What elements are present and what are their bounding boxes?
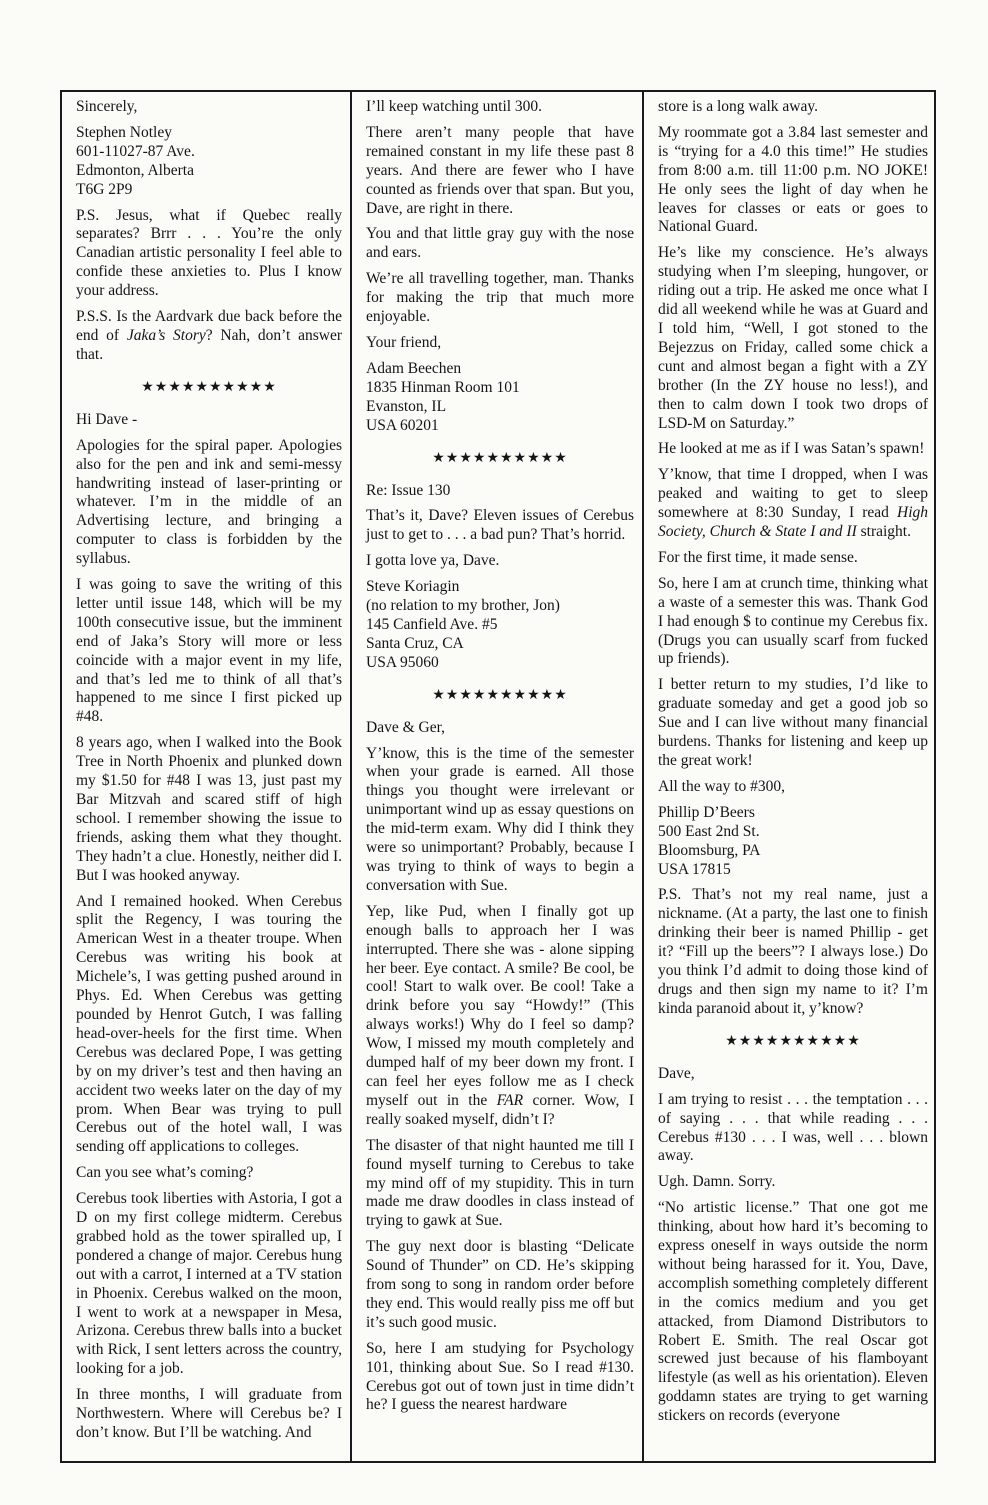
- address-block: [76, 124, 342, 200]
- paragraph: [658, 466, 928, 542]
- paragraph: He looked at me as if I was Satan’s spawn!: [658, 440, 925, 458]
- paragraph: There aren’t many people that have remained constant in my life these past 8 years. And there are fewer who I have counted as friends over that span. But you, Dave, are right in there.: [366, 123, 634, 217]
- text-run: straight.: [856, 523, 911, 541]
- paragraph: My roommate got a 3.84 last semester and is “trying for a 4.0 this time!” He studies from 8:00 a.m. till 11:00 p.m. NO JOKE! He only sees the light of day when he leaves for classes or eats or goes to National Guard.: [658, 123, 928, 236]
- text-run: corner. Wow, I really soaked myself, didn’t I?: [366, 1091, 634, 1128]
- star-divider: ★★★★★★★★★★: [432, 450, 568, 466]
- address-line: USA 95060: [366, 653, 439, 671]
- italic-title: Jaka’s Story: [126, 326, 206, 344]
- address-line: 601-11027-87 Ave.: [76, 142, 195, 160]
- paragraph: “No artistic license.” That one got me thinking, about how hard it’s becoming to express oneself in ways outside the norm without being harassed for it. You, Dave, accomplish something completely different in the comics medium and you get attacked, from Diamond Distributors to Robert E. Smith. The real Oscar got screwed just because of his flamboyant lifestyle (as well as his orientation). Eleven goddamn states are trying to get warning stickers on records (everyone: [658, 1199, 928, 1425]
- paragraph: Y’know, this is the time of the semester when your grade is earned. All those things you thought were irrelevant or unimportant wind up as essay questions on the mid-term exam. Why did I think they were so unimportant? Probably, because I was trying to think of ways to begin a conversation with Sue.: [366, 744, 634, 894]
- address-line: USA 60201: [366, 416, 439, 434]
- address-line: Phillip D’Beers: [658, 803, 755, 821]
- paragraph: That’s it, Dave? Eleven issues of Cerebus just to get to . . . a bad pun? That’s horrid.: [366, 507, 634, 544]
- address-line: 500 East 2nd St.: [658, 822, 760, 840]
- postscript: P.S. That’s not my real name, just a nickname. (At a party, the last one to finish drinking their beer is named Phillip - get it? “Fill up the beers”? I always lose.) Do you think I’d admit to doing those kind of drugs and then sign my name to it? I’m kinda paranoid about it, y’know?: [658, 886, 928, 1017]
- address-line: USA 17815: [658, 860, 731, 878]
- paragraph: The guy next door is blasting “Delicate Sound of Thunder” on CD. He’s skipping from song to song in random order before they end. This would really piss me off but it’s such good music.: [366, 1238, 634, 1331]
- postscript: P.S. Jesus, what if Quebec really separates? Brrr . . . You’re the only Canadian artistic personality I feel able to confide these anxieties to. Plus I know your address.: [76, 206, 342, 300]
- address-block: [366, 578, 634, 673]
- text-run: ? Nah, don’t answer that.: [76, 326, 342, 363]
- address-line: Adam Beechen: [366, 359, 462, 377]
- letter-closing: Sincerely,: [76, 98, 138, 115]
- address-block: [658, 804, 928, 880]
- text-run: Yep, like Pud, when I finally got up enough balls to approach her I was interrupted. There she was - alone sipping her beer. Eye contact. A smile? Be cool, be cool! Start to walk over. Be cool! Take a drink before you say “Howdy!” (This always works!) Why do I feel so damp? Wow, I missed my mouth completely and dumped half of my beer down my front. I can feel her eyes follow me as I check myself out in the: [366, 902, 634, 1109]
- italic-title: High Society, Church & State I and II: [658, 504, 928, 541]
- paragraph: We’re all travelling together, man. Thanks for making the trip that much more enjoyable.: [366, 270, 634, 326]
- address-line: Stephen Notley: [76, 123, 172, 141]
- address-line: Bloomsburg, PA: [658, 841, 761, 859]
- address-line: Santa Cruz, CA: [366, 634, 464, 652]
- paragraph: Can you see what’s coming?: [76, 1164, 254, 1182]
- letter-closing: Your friend,: [366, 333, 442, 351]
- address-line: 1835 Hinman Room 101: [366, 378, 520, 396]
- italic-word: FAR: [496, 1091, 524, 1109]
- paragraph: store is a long walk away.: [658, 98, 818, 115]
- paragraph: I was going to save the writing of this letter until issue 148, which will be my 100th consecutive issue, but the imminent end of Jaka’s Story will more or less coincide with a major event in my life, and that’s led me to think of all that’s happened to me since I first picked up #48.: [76, 576, 342, 726]
- address-line: Steve Koriagin: [366, 578, 460, 596]
- letter-closing: All the way to #300,: [658, 777, 785, 795]
- paragraph: You and that little gray guy with the nose and ears.: [366, 225, 634, 262]
- star-divider: ★★★★★★★★★★: [141, 379, 277, 395]
- paragraph: In three months, I will graduate from Northwestern. Where will Cerebus be? I don’t know. But I’ll be watching. And: [76, 1386, 342, 1441]
- paragraph: So, here I am studying for Psychology 101, thinking about Sue. So I read #130. Cerebus got out of town just in time didn’t he? I guess the nearest hardware: [366, 1339, 634, 1414]
- text-run: Y’know, that time I dropped, when I was peaked and waiting to get to sleep somewhere at 8:30 Sunday, I read: [658, 466, 928, 522]
- address-block: [366, 360, 634, 436]
- star-divider: ★★★★★★★★★★: [432, 687, 568, 703]
- paragraph: The disaster of that night haunted me till I found myself turning to Cerebus to take my mind off of my stupidity. This in turn made me draw doodles in class instead of trying to gawk at Sue.: [366, 1136, 634, 1230]
- paragraph: So, here I am at crunch time, thinking what a waste of a semester this was. Thank God I had enough $ to continue my Cerebus fix. (Drugs you can usually scarf from fucked up friends).: [658, 574, 928, 668]
- paragraph: And I remained hooked. When Cerebus split the Regency, I was touring the American West in a theater troupe. When Cerebus was writing his book at Michele’s, I was getting pushed around in Phys. Ed. When Cerebus was getting pounded by Henrot Gutch, I was falling head-over-heels for the first time. When Cerebus was declared Pope, I was getting by on my driver’s test and then having an accident two weeks later on the day of my prom. When Bear was trying to pull Cerebus out of the hotel wall, I was sending off applications to colleges.: [76, 892, 342, 1156]
- paragraph: I am trying to resist . . . the temptation . . . of saying . . . that while reading . . . Cerebus #130 . . . I was, well . . . blown away.: [658, 1090, 928, 1165]
- paragraph: Ugh. Damn. Sorry.: [658, 1173, 776, 1191]
- letter-greeting: Dave & Ger,: [366, 718, 445, 736]
- paragraph: I’ll keep watching until 300.: [366, 98, 543, 115]
- letter-greeting: Dave,: [658, 1064, 695, 1082]
- paragraph: I gotta love ya, Dave.: [366, 552, 500, 570]
- paragraph: Cerebus took liberties with Astoria, I got a D on my first college midterm. Cerebus grabbed hold as the tower spiralled up, I pondered a change of major. Cerebus hung out with a carrot, I interned at a TV station in Phoenix. Cerebus walked on the moon, I went to work at a newspaper in Mesa, Arizona. Cerebus threw balls into a bucket with Rick, I sent letters across the country, looking for a job.: [76, 1190, 342, 1378]
- address-line: Evanston, IL: [366, 397, 447, 415]
- star-divider: ★★★★★★★★★★: [725, 1033, 861, 1049]
- paragraph: For the first time, it made sense.: [658, 548, 858, 566]
- column-2: [352, 92, 644, 1461]
- paragraph: Apologies for the spiral paper. Apologies also for the pen and ink and semi-messy handwriting instead of laser-printing or whatever. I’m in the middle of an Advertising lecture, and bringing a computer to class is forbidden by the syllabus.: [76, 436, 342, 568]
- postscript-2: [76, 308, 342, 365]
- paragraph: He’s like my conscience. He’s always studying when I’m sleeping, hungover, or riding out a trip. He asked me once what I did all weekend while he was at Guard and I told him, “Well, I got stoned to the Bejezzus on Friday, called some chick a cunt and almost began a fight with a ZY brother (In the ZY house no less!), and then to calm down I took two drops of LSD-M on Saturday.”: [658, 244, 928, 432]
- letters-page: [60, 90, 936, 1463]
- paragraph: I better return to my studies, I’d like to graduate someday and get a good job so Sue and I can live without many financial burdens. Thanks for listening and keep up the great work!: [658, 676, 928, 769]
- address-line: 145 Canfield Ave. #5: [366, 615, 498, 633]
- address-line: Edmonton, Alberta: [76, 161, 194, 179]
- text-run: P.S.S. Is the Aardvark due back before the end of: [76, 308, 342, 344]
- letter-subject: Re: Issue 130: [366, 481, 451, 499]
- paragraph: [366, 903, 634, 1130]
- address-line: T6G 2P9: [76, 180, 133, 198]
- paragraph: 8 years ago, when I walked into the Book Tree in North Phoenix and plunked down my $1.50 for #48 I was 13, just past my Bar Mitzvah and scared stiff of high school. I remember showing the issue to friends, asking them what they thought. They hadn’t a clue. Honestly, neither did I. But I was hooked anyway.: [76, 734, 342, 884]
- column-1: [62, 92, 352, 1461]
- letter-greeting: Hi Dave -: [76, 410, 138, 428]
- address-line: (no relation to my brother, Jon): [366, 597, 560, 615]
- column-3: [644, 92, 936, 1461]
